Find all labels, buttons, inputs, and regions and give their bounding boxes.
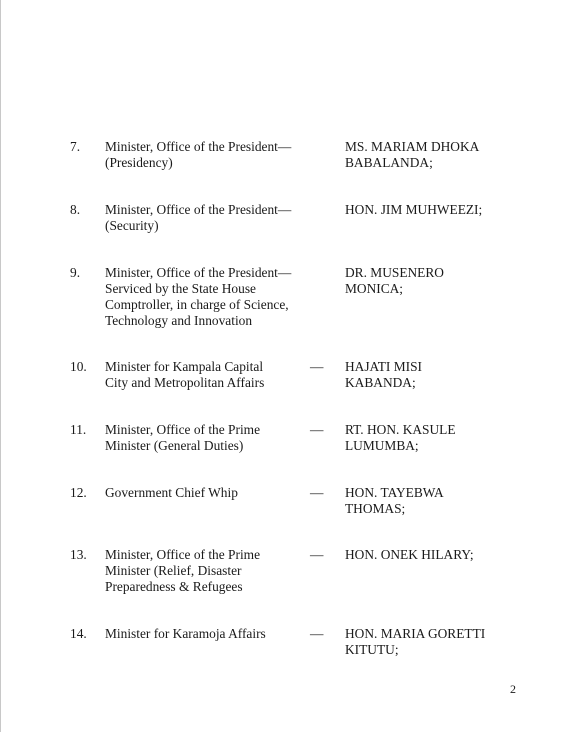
ministry-title: Minister, Office of the President— Serviced by the State House Comptroller, in charge of Science, Technology and Innovation [105,265,292,328]
ministry-title: Minister, Office of the Prime Minister (General Duties) [105,422,261,453]
minister-name: HON. MARIA GORETTI KITUTU; [345,626,486,657]
minister-name: MS. MARIAM DHOKA BABALANDA; [345,139,480,170]
item-number: 11. [70,422,87,437]
minister-name: DR. MUSENERO MONICA; [345,265,444,296]
item-number: 10. [70,359,87,374]
ministry-title: Government Chief Whip [105,485,238,500]
ministry-title: Minister, Office of the President— (Security) [105,202,292,233]
minister-name: HAJATI MISI KABANDA; [345,359,422,390]
minister-name: RT. HON. KASULE LUMUMBA; [345,422,456,453]
dash-separator: — [310,547,324,562]
minister-name: HON. JIM MUHWEEZI; [345,202,483,217]
dash-separator: — [310,485,324,500]
dash-separator: — [310,626,324,641]
item-number: 13. [70,547,87,562]
ministry-title: Minister, Office of the President— (Presidency) [105,139,292,170]
page-number: 2 [510,682,516,696]
item-number: 7. [70,139,81,154]
ministry-title: Minister for Karamoja Affairs [105,626,266,641]
item-number: 8. [70,202,81,217]
item-number: 9. [70,265,81,280]
ministry-title: Minister, Office of the Prime Minister (Relief, Disaster Preparedness & Refugees [105,547,261,594]
ministry-title: Minister for Kampala Capital City and Metropolitan Affairs [105,359,265,390]
dash-separator: — [310,359,324,374]
item-number: 14. [70,626,87,641]
dash-separator: — [310,422,324,437]
item-number: 12. [70,485,87,500]
minister-name: HON. ONEK HILARY; [345,547,474,562]
minister-name: HON. TAYEBWA THOMAS; [345,485,444,516]
